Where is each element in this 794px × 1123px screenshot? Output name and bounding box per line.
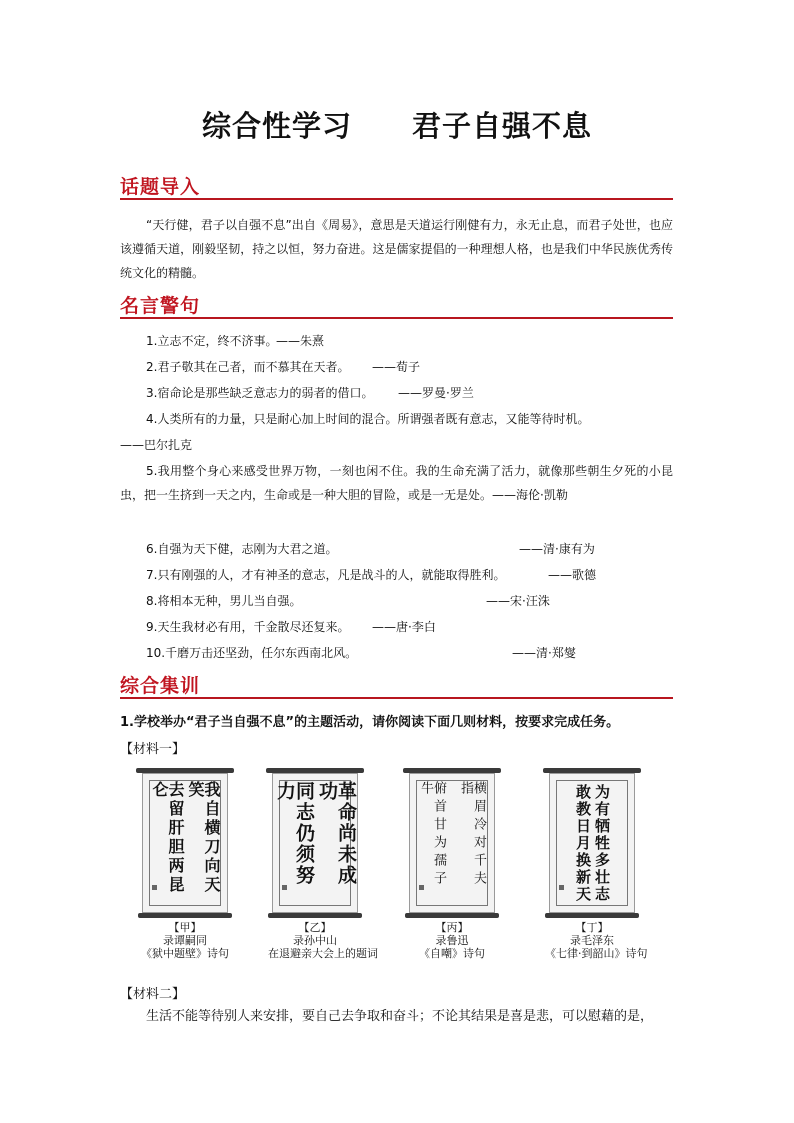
scroll-inner-frame <box>556 780 628 906</box>
scroll-caption <box>545 921 648 960</box>
scroll-caption-line2: 《狱中题壁》诗句 <box>141 947 229 960</box>
scroll-bottom-rod <box>545 913 639 918</box>
scroll-inner-frame <box>149 780 221 906</box>
section-heading-intro <box>120 172 673 200</box>
scroll-column-left <box>575 781 590 905</box>
quote-author: ——罗曼·罗兰 <box>398 386 474 400</box>
scroll-column-right <box>317 781 355 905</box>
quote-item-long <box>120 459 673 507</box>
quote-text: 4.人类所有的力量，只是耐心加上时间的混合。所谓强者既有意志，又能等待时机。 <box>146 412 590 426</box>
scroll-column-text: 同志仍须努力 <box>274 781 315 886</box>
quote-text: 5.我用整个身心来感受世界万物，一刻也闲不住。我的生命充满了活力，就像那些朝生夕死的小昆虫，把一生挤到一天之内，生命或是一种大胆的冒险，或是一无是处。 <box>120 464 673 502</box>
scroll-column-right <box>459 781 485 905</box>
section-heading-quotes <box>120 291 673 319</box>
quote-author: ——朱熹 <box>276 334 325 348</box>
scroll-caption-line1: 录毛泽东 <box>570 934 614 947</box>
scroll-tag: 【乙】 <box>298 921 332 934</box>
scroll-column-text: 俯首甘为孺子牛 <box>418 781 446 889</box>
scroll-column-right <box>187 781 219 905</box>
scroll-caption-line1: 录孙中山 <box>293 934 337 947</box>
scroll-paper <box>272 773 358 913</box>
seal-mark <box>152 885 157 890</box>
calligraphy-scroll-jia <box>138 768 232 960</box>
quote-author: ——荀子 <box>372 360 421 374</box>
scroll-column-text: 横眉冷对千夫指 <box>458 781 486 889</box>
seal-mark <box>419 885 424 890</box>
quote-author-line <box>120 433 192 457</box>
quote-text: 3.宿命论是那些缺乏意志力的弱者的借口。 <box>146 386 374 400</box>
scroll-caption-line2: 《自嘲》诗句 <box>419 947 485 960</box>
scroll-bottom-rod <box>268 913 362 918</box>
quote-text: 7.只有刚强的人，才有神圣的意志，凡是战斗的人，就能取得胜利。 <box>146 568 506 582</box>
intro-paragraph: “天行健，君子以自强不息”出自《周易》，意思是天道运行刚健有力，永无止息，而君子处世，也应该遵循天道，刚毅坚韧，持之以恒，努力奋进。这是儒家提倡的一种理想人格，也是我们中华民族优秀传统文化的精髓。 <box>120 218 673 280</box>
quote-text: 1.立志不定，终不济事。 <box>146 334 278 348</box>
quote-text: 2.君子敬其在己者，而不慕其在天者。 <box>146 360 350 374</box>
scroll-column-right <box>594 781 609 905</box>
quote-author: ——歌德 <box>548 568 597 582</box>
quote-text: 10.千磨万击还坚劲，任尔东西南北风。 <box>146 646 358 660</box>
section-heading-training-text: 综合集训 <box>120 675 201 697</box>
quote-text: 9.天生我材必有用，千金散尽还复来。 <box>146 620 350 634</box>
scroll-column-text: 我自横刀向天笑 <box>186 781 221 895</box>
quote-text: 8.将相本无种，男儿当自强。 <box>146 594 302 608</box>
seal-mark <box>559 885 564 890</box>
scroll-caption <box>268 921 378 960</box>
scroll-inner-frame <box>416 780 488 906</box>
scroll-tag: 【甲】 <box>168 921 202 934</box>
scroll-column-text: 革命尚未成功 <box>316 781 357 886</box>
scroll-inner-frame <box>274 780 357 906</box>
material-one-label: 【材料一】 <box>120 742 186 757</box>
material-two-label: 【材料二】 <box>120 987 186 1002</box>
scroll-paper <box>549 773 635 913</box>
scroll-caption <box>405 921 499 960</box>
scroll-bottom-rod <box>405 913 499 918</box>
scroll-column-text: 敢教日月换新天 <box>574 783 592 903</box>
material-two-text: 生活不能等待别人来安排，要自己去争取和奋斗；不论其结果是喜是悲，可以慰藉的是， <box>146 1009 654 1024</box>
page-title: 综合性学习 君子自强不息 <box>201 109 592 143</box>
scroll-paper <box>409 773 495 913</box>
scroll-column-text: 为有牺牲多壮志 <box>593 783 611 903</box>
quote-author: ——巴尔扎克 <box>120 438 193 452</box>
scroll-tag: 【丙】 <box>435 921 469 934</box>
calligraphy-scroll-bing <box>405 768 499 960</box>
quote-author: ——宋·汪洙 <box>486 594 550 608</box>
quote-author: ——清·康有为 <box>519 542 595 556</box>
scroll-caption-line2: 《七律·到韶山》诗句 <box>545 947 648 960</box>
calligraphy-scroll-yi <box>268 768 378 960</box>
quote-author: ——唐·李白 <box>372 620 436 634</box>
scroll-caption-line2: 在退避亲大会上的题词 <box>268 947 378 960</box>
quote-text: 6.自强为天下健，志刚为大君之道。 <box>146 542 338 556</box>
scroll-bottom-rod <box>138 913 232 918</box>
task-prompt: 1.学校举办“君子当自强不息”的主题活动，请你阅读下面几则材料，按要求完成任务。 <box>120 715 620 730</box>
scroll-caption-line1: 录鲁迅 <box>435 934 469 947</box>
scroll-caption-line1: 录谭嗣同 <box>163 934 207 947</box>
scroll-column-text: 去留肝胆两昆仑 <box>150 781 185 895</box>
section-heading-quotes-text: 名言警句 <box>120 295 201 317</box>
scroll-paper <box>142 773 228 913</box>
scroll-column-left <box>275 781 313 905</box>
quote-author: ——海伦·凯勒 <box>492 488 568 502</box>
seal-mark <box>282 885 287 890</box>
scroll-tag: 【丁】 <box>575 921 609 934</box>
section-heading-training <box>120 671 673 699</box>
calligraphy-scroll-ding <box>545 768 648 960</box>
quote-author: ——清·郑燮 <box>512 646 576 660</box>
section-heading-intro-text: 话题导入 <box>120 176 201 198</box>
scroll-caption <box>138 921 232 960</box>
